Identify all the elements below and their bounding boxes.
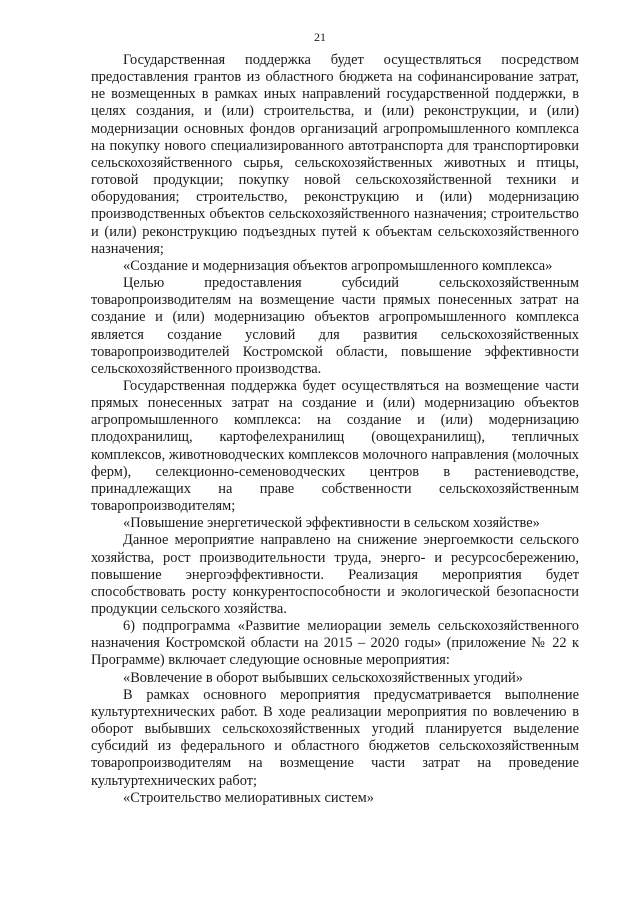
heading-agro-facilities: «Создание и модернизация объектов агропромышленного комплекса» [123, 257, 553, 274]
paragraph-energy-measure: Данное мероприятие направлено на снижение энергоемкости сельского хозяйства, рост производительности труда, энерго- и ресурсосбережению, повышение энергоэффективности. Реализация мероприятия будет способствовать росту конкурентоспособности и экологической безопасности продукции сельского хозяйства. [91, 532, 579, 617]
paragraph-subsidy-goal: Целью предоставления субсидий сельскохозяйственным товаропроизводителям на возмещение части прямых понесенных затрат на создание и (или) модернизацию объектов агропромышленного комплекса является создание условий для развития сельскохозяйственных товаропроизводителей Костромской области, повышение эффективности сельскохозяйственного производства. [91, 275, 579, 377]
heading-energy-efficiency: «Повышение энергетической эффективности в сельском хозяйстве» [123, 515, 540, 532]
document-body [91, 52, 579, 807]
heading-land-reuse: «Вовлечение в оборот выбывших сельскохозяйственных угодий» [123, 669, 523, 686]
paragraph-subprogram-6: 6) подпрограмма «Развитие мелиорации земель сельскохозяйственного назначения Костромской области на 2015 – 2020 годы» (приложение № 22 к Программе) включает следующие основные мероприятия: [91, 618, 579, 669]
heading-melioration-systems: «Строительство мелиоративных систем» [123, 789, 374, 806]
paragraph-cultural-works: В рамках основного мероприятия предусматривается выполнение культуртехнических работ. В ходе реализации мероприятия по вовлечению в оборот выбывших сельскохозяйственных угодий планируется выделение субсидий из федерального и областного бюджетов сельскохозяйственным товаропроизводителям на возмещение части затрат на проведение культуртехнических работ; [91, 686, 579, 789]
paragraph-grant-support: Государственная поддержка будет осуществляться посредством предоставления грантов из областного бюджета на софинансирование затрат, не возмещенных в рамках иных направлений государственной поддержки, в целях создания, и (или) строительства, и (или) реконструкции, и (или) модернизации основных фондов организаций агропромышленного комплекса на покупку нового специализированного автотранспорта для транспортировки сельскохозяйственного сырья, сельскохозяйственных животных и птицы, готовой продукции; покупку новой сельскохозяйственной техники и оборудования; строительство, реконструкцию и (или) модернизацию производственных объектов сельскохозяйственного назначения; строительство и (или) реконструкцию подъездных путей к объектам сельскохозяйственного назначения; [91, 52, 579, 257]
paragraph-cost-compensation: Государственная поддержка будет осуществляться на возмещение части прямых понесенных затрат на создание и (или) модернизацию объектов агропромышленного комплекса: на создание и (или) модернизацию плодохранилищ, картофелехранилищ (овощехранилищ), тепличных комплексов, животноводческих комплексов молочного направления (молочных ферм), селекционно-семеноводческих центров в растениеводстве, принадлежащих на праве собственности сельскохозяйственным товаропроизводителям; [91, 377, 579, 515]
page-number: 21 [314, 30, 326, 44]
